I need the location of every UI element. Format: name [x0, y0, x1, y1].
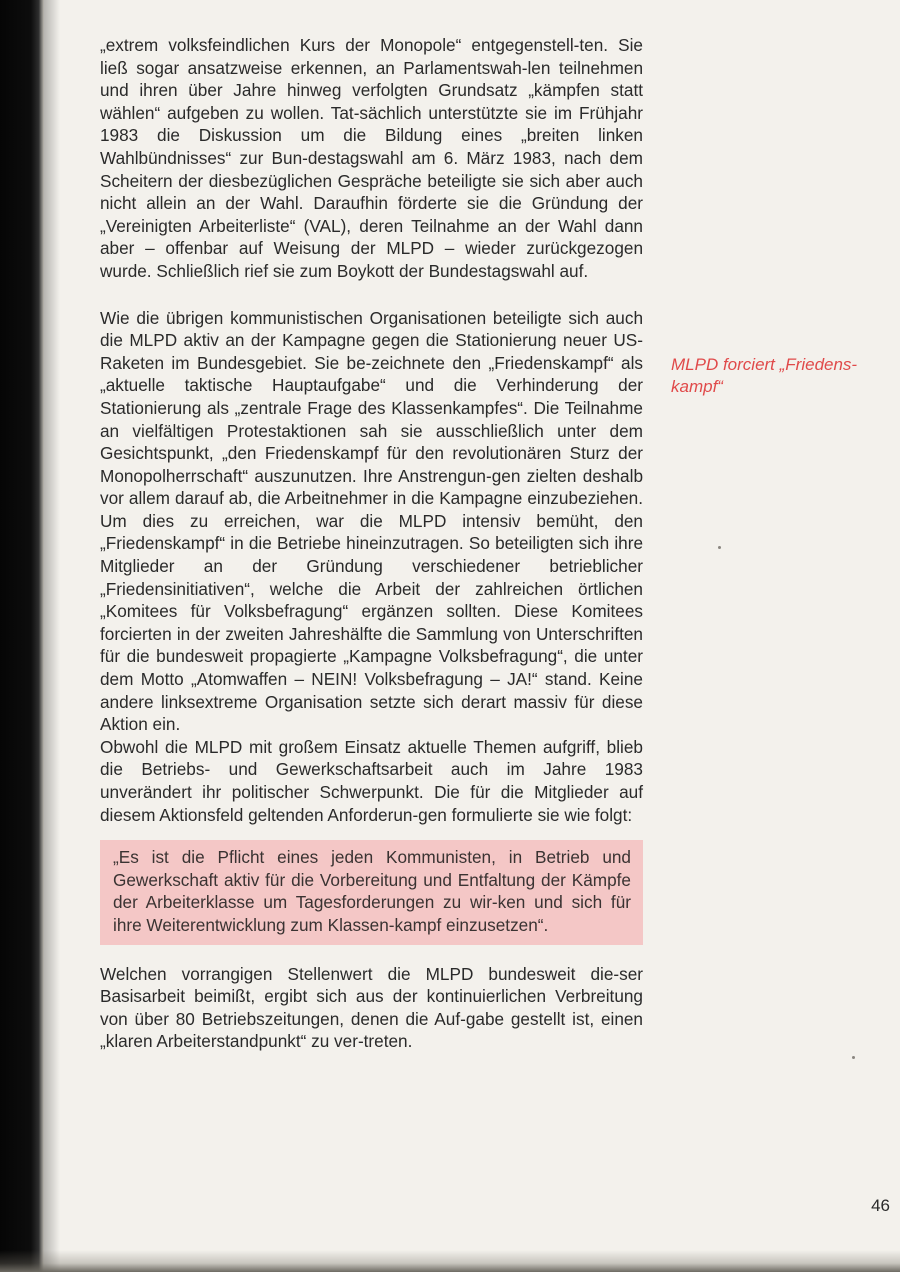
- marginal-note: MLPD forciert „Friedens-kampf“: [671, 355, 858, 396]
- page-number: 46: [871, 1196, 890, 1215]
- page-bottom-edge: [0, 1250, 900, 1272]
- paragraph-spacer: [100, 283, 643, 307]
- paragraph-4: Welchen vorrangigen Stellenwert die MLPD bundesweit die-ser Basisarbeit beimißt, ergibt sich aus der kontinuierlichen Verbreitung von über 80 Betriebszeitungen, denen die Auf-gabe gestellt ist, einen „klaren Arbeiterstandpunkt“ zu ver-treten.: [100, 963, 643, 1052]
- paragraph-2: Wie die übrigen kommunistischen Organisationen beteiligte sich auch die MLPD aktiv an der Kampagne gegen die Stationierung neuer US-Raketen im Bundesgebiet. Sie be-zeichnete den „Friedenskampf“ als „aktuelle taktische Hauptaufgabe“ und die Verhinderung der Stationierung als „zentrale Frage des Klassenkampfes“. Die Teilnahme an vielfältigen Protestaktionen sah sie ausschließlich unter dem Gesichtspunkt, „den Friedenskampf für den revolutionären Sturz der Monopolherrschaft“ auszunutzen. Ihre Anstrengun-gen zielten deshalb vor allem darauf ab, die Arbeitnehmer in die Kampagne einzubeziehen. Um dies zu erreichen, war die MLPD intensiv bemüht, den „Friedenskampf“ in die Betriebe hineinzutragen. So beteiligten sich ihre Mitglieder an der Gründung verschiedener betrieblicher „Friedensinitiativen“, welche die Arbeit der zahlreichen örtlichen „Komitees für Volksbefragung“ ergänzen sollten. Diese Komitees forcierten in der zweiten Jahreshälfte die Sammlung von Unterschriften für die bundesweit propagierte „Kampagne Volksbefragung“, die unter dem Motto „Atomwaffen – NEIN! Volksbefragung – JA!“ stand. Keine andere linksextreme Organisation setzte sich derart massiv für diese Aktion ein.: [100, 307, 643, 735]
- main-text-column: [100, 34, 643, 1053]
- spine-shadow: [44, 0, 60, 1272]
- paragraph-1: „extrem volksfeindlichen Kurs der Monopole“ entgegenstell-ten. Sie ließ sogar ansatzweise erkennen, an Parlamentswah-len teilnehmen und ihren über Jahre hinweg verfolgten Grundsatz „kämpfen statt wählen“ aufgeben zu wollen. Tat-sächlich unterstützte sie im Frühjahr 1983 die Diskussion um die Bildung eines „breiten linken Wahlbündnisses“ zur Bun-destagswahl am 6. März 1983, nach dem Scheitern der diesbezüglichen Gespräche beteiligte sie sich aber auch nicht allein an der Wahl. Daraufhin förderte sie die Gründung der „Vereinigten Arbeiterliste“ (VAL), deren Teilnahme an der Wahl dann aber – offenbar auf Weisung der MLPD – wieder zurückgezogen wurde. Schließlich rief sie zum Boykott der Bundestagswahl auf.: [100, 35, 643, 281]
- highlighted-quote: [100, 840, 643, 944]
- paper-speck: [718, 546, 721, 549]
- paper-speck: [852, 1056, 855, 1059]
- paragraph-3: Obwohl die MLPD mit großem Einsatz aktuelle Themen aufgriff, blieb die Betriebs- und Gewerkschaftsarbeit auch im Jahre 1983 unverändert ihr politischer Schwerpunkt. Die für die Mitglieder auf diesem Aktionsfeld geltenden Anforderun-gen formulierte sie wie folgt:: [100, 736, 643, 825]
- quote-text: „Es ist die Pflicht eines jeden Kommunisten, in Betrieb und Gewerkschaft aktiv für die Vorbereitung und Entfaltung der Kämpfe der Arbeiterklasse um Tagesforderungen zu wir-ken und sich für ihre Weiterentwicklung zum Klassen-kampf einzusetzen“.: [113, 847, 631, 935]
- book-spine: [0, 0, 44, 1272]
